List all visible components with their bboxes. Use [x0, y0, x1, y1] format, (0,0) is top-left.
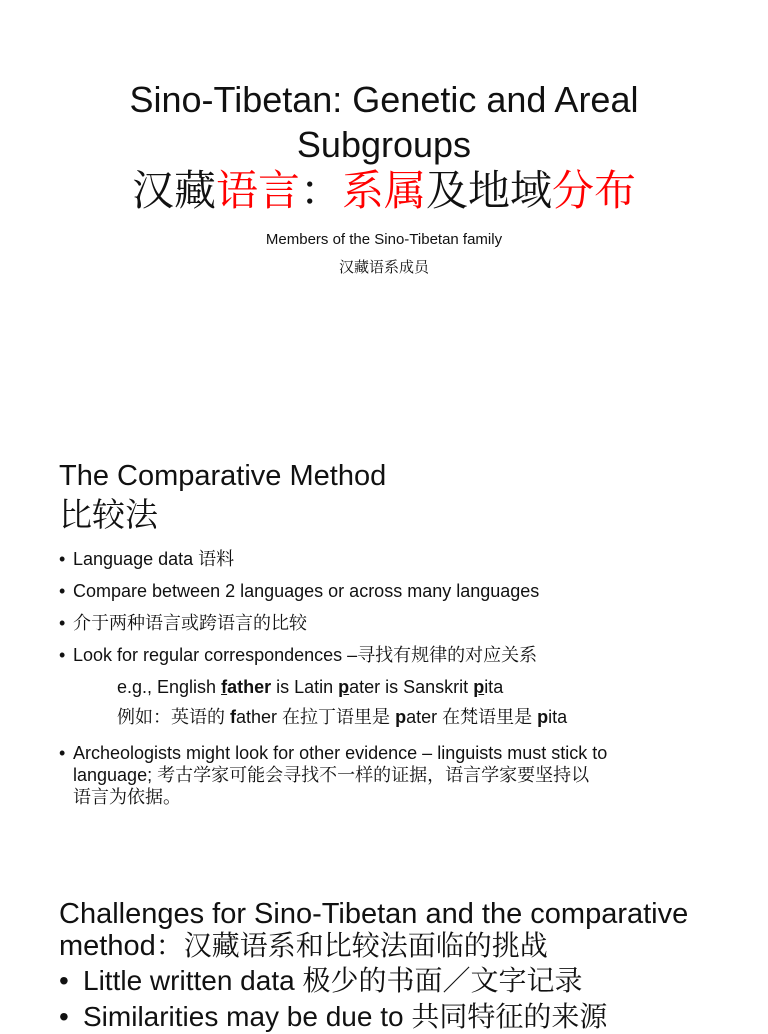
- title-zh-part: 分布: [552, 166, 637, 215]
- bullet-item: • Compare between 2 languages or across many languages: [59, 580, 719, 602]
- slide-challenges: [0, 890, 768, 1032]
- title-zh: [0, 164, 768, 218]
- title-en-line2: Subgroups: [296, 124, 472, 165]
- example-text: 在梵语里是: [437, 707, 538, 727]
- example-text: 在拉丁语里是: [277, 707, 396, 727]
- example-word: ater: [349, 677, 381, 697]
- bullet-item: • Little written data 极少的书面／文字记录: [59, 965, 583, 996]
- title-zh-part: 及地域: [426, 166, 553, 215]
- bullet-line: language; 考古学家可能会寻找不一样的证据，语言学家要坚持以: [73, 765, 590, 785]
- example-highlight: f: [221, 677, 228, 697]
- bullet-line: • Archeologists might look for other evidence – linguists must stick to: [73, 743, 608, 763]
- bullet-line: 语言为依据。: [73, 787, 181, 807]
- bullet-item: • Look for regular correspondences –寻找有规律的对应关系: [59, 644, 719, 666]
- heading-line2-en: method: [59, 930, 156, 962]
- heading-line1: Challenges for Sino-Tibetan and the comparative: [59, 898, 689, 930]
- bullet-text: Similarities may be due to 共同特征的来源: [83, 1001, 608, 1032]
- example-word: ita: [484, 677, 504, 697]
- example-word: ita: [548, 707, 568, 727]
- subtitle-en: Members of the Sino-Tibetan family: [265, 231, 503, 248]
- example-text: e.g., English: [117, 677, 222, 697]
- title-zh-part: ：: [299, 166, 342, 215]
- subtitle-zh: 汉藏语系成员: [338, 259, 429, 276]
- bullet-item: [59, 742, 719, 808]
- slide-comparative-method: [0, 440, 768, 880]
- title-zh-part: 汉藏: [131, 166, 216, 215]
- title-zh-part: 系属: [342, 166, 427, 215]
- example-highlight: f: [230, 707, 237, 727]
- example-word: ater: [406, 707, 438, 727]
- example-word: ather: [227, 677, 272, 697]
- title-zh-part: 语言: [215, 166, 300, 215]
- example-highlight: p: [537, 707, 549, 727]
- heading-zh: 比较法: [59, 496, 158, 533]
- title-en-line1: Sino-Tibetan: Genetic and Areal: [129, 79, 639, 120]
- heading-en: The Comparative Method: [59, 460, 387, 492]
- example-en: [59, 676, 719, 698]
- bullet-list: [59, 548, 719, 818]
- bullet-text: Little written data 极少的书面／文字记录: [83, 965, 583, 996]
- bullet-item: • 介于两种语言或跨语言的比较: [59, 612, 719, 634]
- heading-line2: [59, 930, 759, 962]
- bullet-item: • Similarities may be due to 共同特征的来源: [59, 1001, 608, 1032]
- bullet-item: • Language data 语料: [59, 548, 719, 570]
- example-text: 例如：英语的: [117, 707, 231, 727]
- example-highlight: p: [473, 677, 485, 697]
- example-text: is Latin: [271, 677, 339, 697]
- example-word: ather: [236, 707, 278, 727]
- heading: [59, 898, 759, 962]
- example-text: is Sanskrit: [380, 677, 474, 697]
- example-zh: [59, 706, 719, 728]
- slide-title: [0, 0, 768, 420]
- example-highlight: p: [395, 707, 407, 727]
- heading-line2-zh: ：汉藏语系和比较法面临的挑战: [155, 930, 548, 961]
- example-highlight: p: [338, 677, 350, 697]
